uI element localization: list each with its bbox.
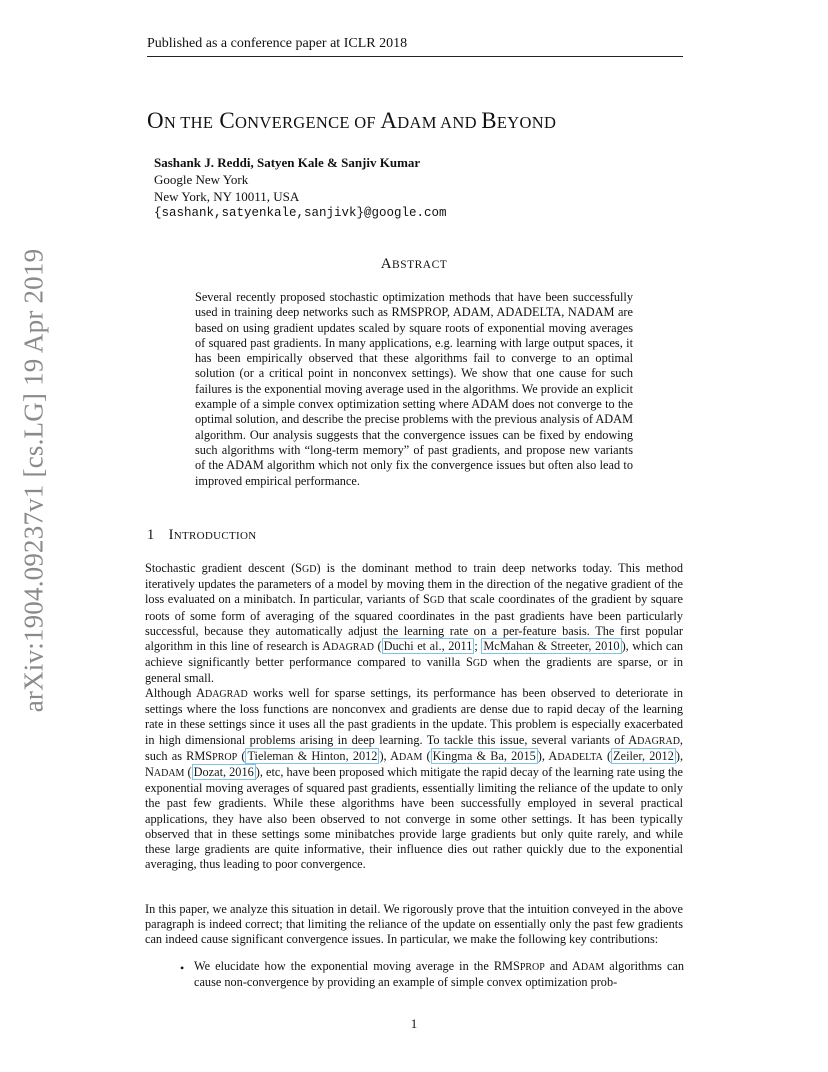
arxiv-sidebar (14, 248, 54, 712)
citation-link[interactable]: Tieleman & Hinton, 2012 (247, 748, 378, 763)
author-block (154, 154, 447, 222)
arxiv-identifier: arXiv:1904.09237v1 [cs.LG] 19 Apr 2019 (18, 248, 49, 712)
bullet-icon: • (180, 961, 185, 975)
citation-link[interactable]: Zeiler, 2012 (613, 748, 674, 763)
author-affiliation: Google New York (154, 172, 249, 187)
intro-paragraph-3: In this paper, we analyze this situation in detail. We rigorously prove that the intuition conveyed in the above paragraph is indeed correct; that limiting the reliance of the update on essentially only the past few gradients can indeed cause significant convergence issues. In particular, we make the following key contributions: (145, 902, 683, 947)
citation-link[interactable]: Dozat, 2016 (193, 765, 254, 780)
abstract-heading: ABSTRACT (380, 256, 448, 272)
intro-paragraph-1: Stochastic gradient descent (SGD) is the dominant method to train deep networks today. This method iteratively updates the parameters of a model by moving them in the direction of the negative gradient of the loss evaluated on a minibatch. In particular, variants of SGD that scale coordinates of the gradient by square roots of some form of averaging of the squared coordinates in the past gradients have been particularly successful, because they automatically adjust the learning rate on a per-feature basis. The first popular algorithm in this line of research is ADAGRAD ( Duchi et al., 2011 ; McMahan & Streeter, 2010 ), which can achieve significantly better performance compared to vanilla SGD when the gradients are sparse, or in general small. (145, 561, 683, 686)
author-address: New York, NY 10011, USA (154, 189, 300, 204)
header-rule (147, 56, 683, 57)
paper-title: ON THE CONVERGENCE OF ADAM AND BEYOND (147, 108, 557, 133)
section-heading-introduction: 1 INTRODUCTION (147, 527, 257, 543)
citation-link[interactable]: Kingma & Ba, 2015 (432, 748, 536, 763)
abstract-text: Several recently proposed stochastic optimization methods that have been successfully used in training deep networks such as RMSPROP, ADAM, ADADELTA, NADAM are based on using gradient updates scaled by square roots of exponential moving averages of squared past gradients. In many applications, e.g. learning with large output spaces, it has been empirically observed that these algorithms fail to converge to an optimal solution (or a critical point in nonconvex settings). We show that one cause for such failures is the exponential moving average used in the algorithms. We provide an explicit example of a simple convex optimization setting where ADAM does not converge to the optimal solution, and describe the precise problems with the previous analysis of ADAM algorithm. Our analysis suggests that the convergence issues can be fixed by endowing such algorithms with “long-term memory” of past gradients, and propose new variants of the ADAM algorithm which not only fix the convergence issues but often also lead to improved empirical performance. (195, 290, 633, 488)
contribution-bullet-1: We elucidate how the exponential moving average in the RMSPROP and ADAM algorithms can cause non-convergence by providing an example of simple convex optimization prob- (194, 959, 685, 990)
page-number: 1 (410, 1016, 418, 1031)
citation-link[interactable]: McMahan & Streeter, 2010 (483, 639, 620, 654)
running-header: Published as a conference paper at ICLR 2018 (147, 36, 408, 51)
author-names: Sashank J. Reddi, Satyen Kale & Sanjiv Kumar (154, 155, 421, 170)
citation-link[interactable]: Duchi et al., 2011 (383, 639, 473, 654)
author-emails[interactable]: {sashank,satyenkale,sanjivk}@google.com (154, 206, 447, 220)
intro-paragraph-2: Although ADAGRAD works well for sparse settings, its performance has been observed to deteriorate in settings where the loss functions are nonconvex and gradients are dense due to rapid decay of the learning rate in these settings since it uses all the past gradients in the update. This problem is especially exacerbated in high dimensional problems arising in deep learning. To tackle this issue, several variants of ADAGRAD, such as RMSPROP ( Tieleman & Hinton, 2012 ), ADAM ( Kingma & Ba, 2015 ), ADADELTA ( Zeiler, 2012 ), NADAM ( Dozat, 2016 ), etc, have been proposed which mitigate the rapid decay of the learning rate using the exponential moving averages of squared past gradients, essentially limiting the reliance of the update to only the past few gradients. While these algorithms have been successfully employed in several practical applications, they have also been observed to not converge in some other settings. It has been typically observed that in these settings some minibatches provide large gradients but only quite rarely, and while these large gradients are quite informative, their influence dies out rather quickly due to the exponential averaging, thus leading to poor convergence. (145, 686, 684, 872)
